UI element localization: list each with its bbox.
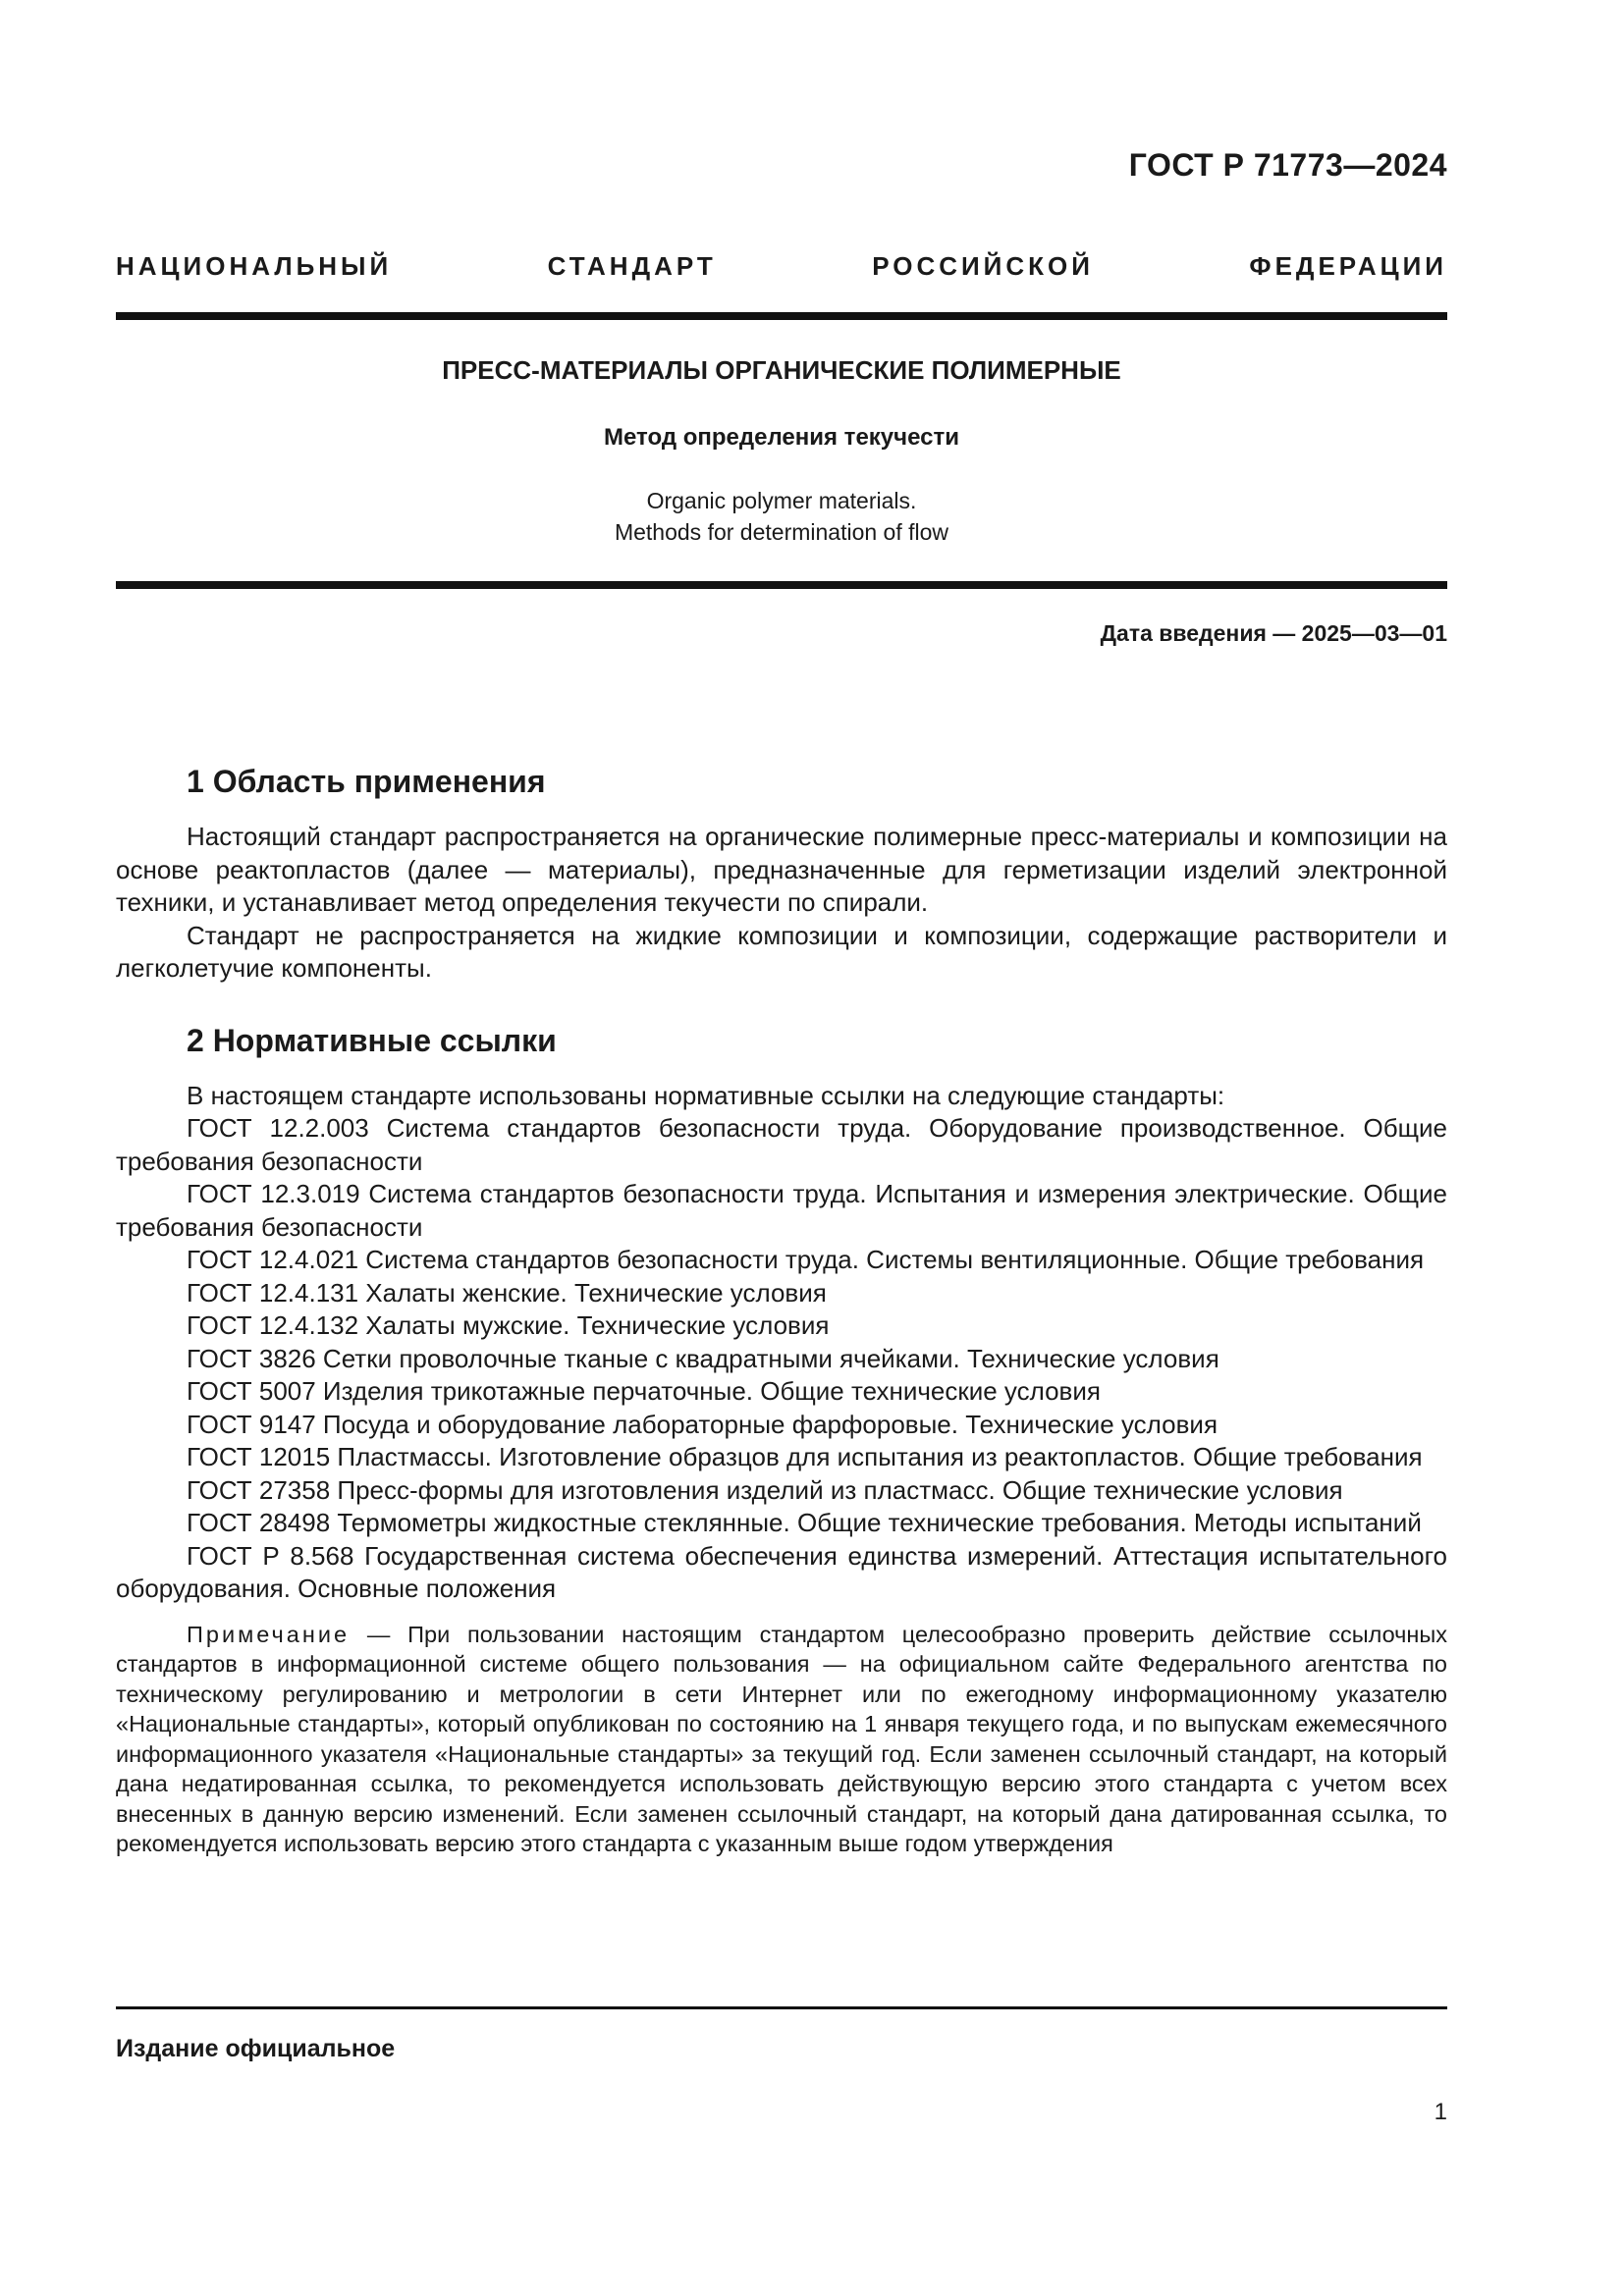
- reference-item: ГОСТ 12.4.131 Халаты женские. Технические условия: [187, 1277, 827, 1308]
- document-body: [116, 762, 1447, 1859]
- note-text: — При пользовании настоящим стандартом целесообразно проверить действие ссылочных стандартов в информационной системе общего пользования — на официальном сайте Федерального агентства по техническому регулированию и метрологии в сети Интернет или по ежегодному информационному указателю «Национальные стандарты», который опубликован по состоянию на 1 января текущего года, и по выпускам ежемесячного информационного указателя «Национальные стандарты» за текущий год. Если заменен ссылочный стандарт, на который дана недатированная ссылка, то рекомендуется использовать действующую версию этого стандарта с учетом всех внесенных в данную версию изменений. Если заменен ссылочный стандарт, на который дана датированная ссылка, то рекомендуется использовать версию этого стандарта с указанным выше годом утверждения: [116, 1621, 1447, 1856]
- english-title: [116, 485, 1447, 548]
- standard-title: ПРЕСС-МАТЕРИАЛЫ ОРГАНИЧЕСКИЕ ПОЛИМЕРНЫЕ: [442, 355, 1121, 385]
- introduction-date: Дата введения — 2025—03—01: [1100, 620, 1447, 646]
- title-bottom-rule: [116, 581, 1447, 589]
- top-rule: [116, 312, 1447, 320]
- section-1-paragraph: Настоящий стандарт распространяется на органические полимерные пресс-материалы и композиции на основе реактопластов (далее — материалы), предназначенные для герметизации изделий электронной техники, и устанавливает метод определения текучести по спирали.: [116, 822, 1447, 917]
- reference-item: ГОСТ 12.3.019 Система стандартов безопасности труда. Испытания и измерения электрические. Общие требования безопасности: [116, 1179, 1447, 1242]
- section-1-paragraph: Стандарт не распространяется на жидкие композиции и композиции, содержащие растворители и легколетучие компоненты.: [116, 920, 1447, 983]
- reference-item: ГОСТ 5007 Изделия трикотажные перчаточные. Общие технические условия: [187, 1376, 1101, 1406]
- reference-item: ГОСТ 9147 Посуда и оборудование лабораторные фарфоровые. Технические условия: [187, 1409, 1218, 1439]
- page-number: 1: [1434, 2099, 1447, 2125]
- reference-item: ГОСТ 12015 Пластмассы. Изготовление образцов для испытания из реактопластов. Общие требования: [187, 1442, 1423, 1471]
- section-2-heading: 2 Нормативные ссылки: [187, 1022, 557, 1058]
- section-1-heading: 1 Область применения: [187, 764, 546, 799]
- reference-item: ГОСТ 12.4.021 Система стандартов безопасности труда. Системы вентиляционные. Общие требования: [187, 1245, 1425, 1274]
- english-title-line-1: Organic polymer materials.: [646, 488, 917, 513]
- footer-rule: [116, 2006, 1447, 2009]
- references-intro: В настоящем стандарте использованы нормативные ссылки на следующие стандарты:: [187, 1080, 1225, 1110]
- document-code: ГОСТ Р 71773—2024: [1128, 147, 1447, 183]
- english-title-line-2: Methods for determination of flow: [614, 519, 949, 545]
- references-note: [116, 1620, 1447, 1859]
- note-label: Примечание: [187, 1621, 351, 1647]
- reference-item: ГОСТ 28498 Термометры жидкостные стеклянные. Общие технические требования. Методы испытаний: [187, 1508, 1422, 1537]
- reference-item: ГОСТ 27358 Пресс-формы для изготовления изделий из пластмасс. Общие технические условия: [187, 1474, 1343, 1505]
- reference-item: ГОСТ 3826 Сетки проволочные тканые с квадратными ячейками. Технические условия: [187, 1343, 1219, 1373]
- reference-item: ГОСТ 12.4.132 Халаты мужские. Технические условия: [187, 1310, 830, 1340]
- national-standard-title: НАЦИОНАЛЬНЫЙ СТАНДАРТ РОССИЙСКОЙ ФЕДЕРАЦИИ: [116, 251, 1447, 281]
- reference-item: ГОСТ Р 8.568 Государственная система обеспечения единства измерений. Аттестация испытательного оборудования. Основные положения: [116, 1540, 1447, 1603]
- official-edition-label: Издание официальное: [116, 2035, 396, 2062]
- standard-subtitle: Метод определения текучести: [604, 424, 959, 451]
- reference-item: ГОСТ 12.2.003 Система стандартов безопасности труда. Оборудование производственное. Общие требования безопасности: [116, 1113, 1447, 1176]
